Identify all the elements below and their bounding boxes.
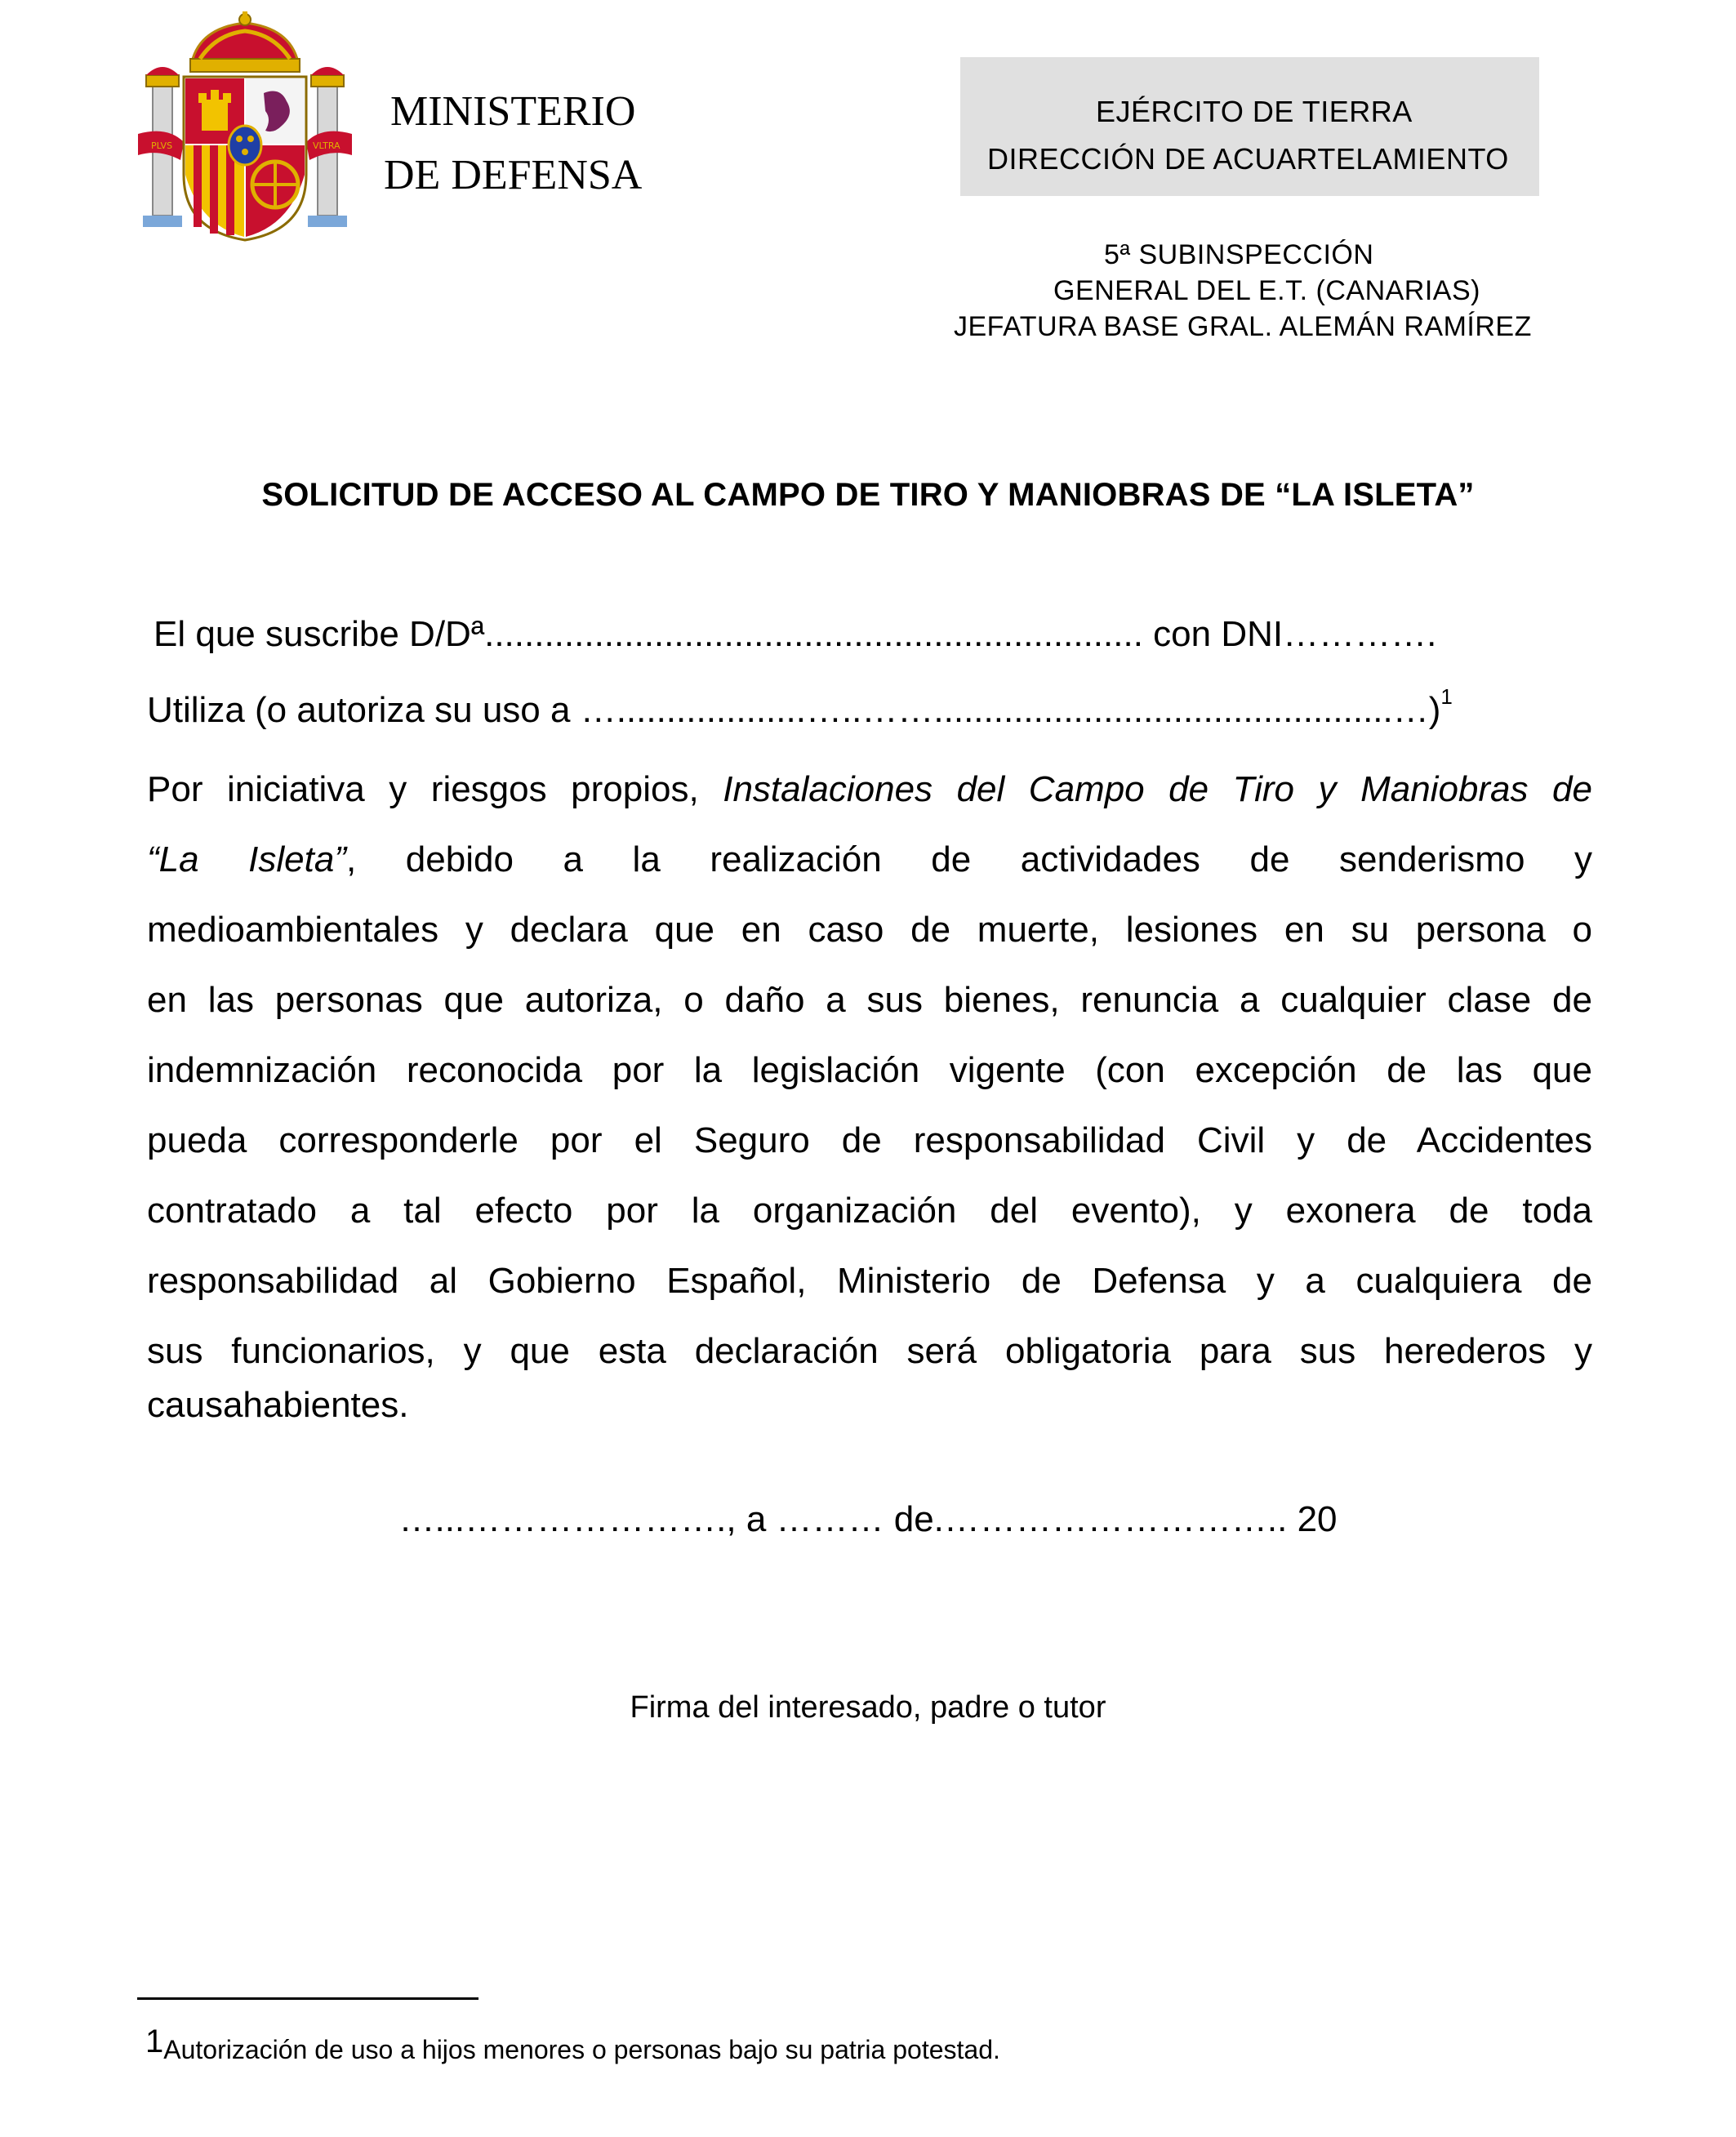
paragraph-text: medioambientales y declara que en caso de muerte, lesiones en su persona o — [147, 910, 1592, 950]
signature-label: Firma del interesado, padre o tutor — [630, 1690, 1106, 1725]
paragraph-text: Por iniciativa y riesgos propios, — [147, 769, 723, 809]
ministry-name — [384, 80, 653, 207]
paragraph-text: en las personas que autoriza, o daño a sus bienes, renuncia a cualquier clase de — [147, 980, 1592, 1020]
ministry-line-2: DE DEFENSA — [384, 152, 643, 198]
paragraph-line — [147, 755, 1592, 825]
subinspection-line-2: GENERAL DEL E.T. (CANARIAS) — [1053, 275, 1480, 306]
paragraph-italic-text: Instalaciones del Campo de Tiro y Maniobras de — [723, 769, 1592, 809]
paragraph-italic-text: “La Isleta” — [147, 839, 346, 879]
authorized-label: Utiliza (o autoriza su uso a — [147, 690, 581, 730]
applicant-line — [154, 614, 1599, 655]
paragraph-text: contratado a tal efecto por la organización del evento), y exonera de toda — [147, 1191, 1592, 1231]
ministry-line-1: MINISTERIO — [390, 88, 636, 135]
directorate-name: DIRECCIÓN DE ACUARTELAMIENTO — [987, 142, 1509, 176]
authorized-close-paren: ) — [1428, 690, 1441, 730]
document-title: SOLICITUD DE ACCESO AL CAMPO DE TIRO Y MANIOBRAS DE “LA ISLETA” — [261, 477, 1475, 513]
paragraph-line — [147, 1316, 1592, 1387]
paragraph-text: indemnización reconocida por la legislación vigente (con excepción de las que — [147, 1050, 1592, 1090]
paragraph-last-line: causahabientes. — [147, 1385, 409, 1425]
footnote-text: Autorización de uso a hijos menores o personas bajo su patria potestad. — [163, 2035, 1000, 2064]
paragraph-line — [147, 1176, 1592, 1246]
paragraph-text: responsabilidad al Gobierno Español, Ministerio de Defensa y a cualquiera de — [147, 1261, 1592, 1301]
subinspection-line-1: 5ª SUBINSPECCIÓN — [1104, 239, 1374, 270]
paragraph-text: pueda corresponderle por el Seguro de responsabilidad Civil y de Accidentes — [147, 1120, 1592, 1160]
paragraph-line — [147, 1035, 1592, 1106]
applicant-label: El que suscribe D/Dª — [154, 614, 485, 654]
army-name: EJÉRCITO DE TIERRA — [1096, 95, 1413, 128]
paragraph-line — [147, 1246, 1592, 1316]
dni-label: con DNI — [1142, 614, 1284, 654]
footnote-number: 1 — [145, 2023, 164, 2059]
paragraph-line — [147, 825, 1592, 895]
paragraph-text: sus funcionarios, y que esta declaración será obligatoria para sus herederos y — [147, 1331, 1592, 1371]
svg-text:VLTRA: VLTRA — [313, 140, 341, 151]
footnote-ref: 1 — [1440, 684, 1453, 709]
army-directorate-box — [960, 57, 1539, 196]
dni-field[interactable]: …………. — [1283, 614, 1437, 654]
paragraph-line — [147, 895, 1592, 965]
date-place-line[interactable]: …...…………………., a ……… de.……………………….. 20 — [398, 1499, 1338, 1539]
footnote — [145, 2023, 1000, 2065]
paragraph-line — [147, 1106, 1592, 1176]
footnote-separator — [137, 1997, 479, 2000]
paragraph-line — [147, 965, 1592, 1035]
coat-of-arms-emblem — [135, 11, 355, 242]
paragraph-text: , debido a la realización de actividades de senderismo y — [346, 839, 1593, 879]
authorized-name-field[interactable]: …...................…..……..............................................… — [580, 690, 1429, 730]
authorized-line — [147, 684, 1592, 731]
svg-text:PLVS: PLVS — [151, 140, 173, 151]
applicant-name-field[interactable]: .................................................................. — [484, 614, 1143, 654]
base-headquarters: JEFATURA BASE GRAL. ALEMÁN RAMÍREZ — [954, 311, 1532, 342]
